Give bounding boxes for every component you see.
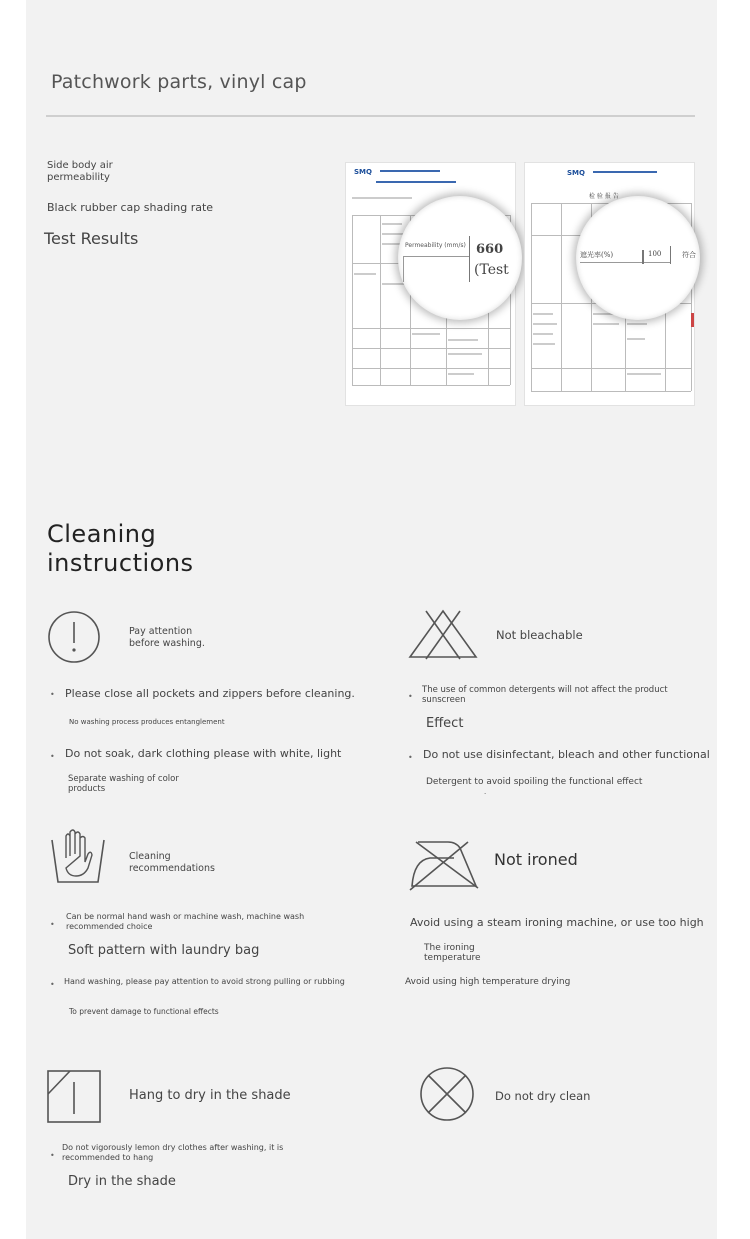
- bullet: •: [50, 1151, 55, 1160]
- bleach-bullet-2-dot: .: [484, 788, 487, 796]
- no-iron-label: Not ironed: [494, 850, 578, 869]
- bleach-bullet-2-sub: Detergent to avoid spoiling the functional effect: [426, 777, 643, 787]
- wash-bullet-1: Can be normal hand wash or machine wash, machine wash recommended choice: [66, 912, 305, 931]
- bullet: •: [408, 692, 413, 701]
- bullet: •: [50, 920, 55, 929]
- shading-rate-label: Black rubber cap shading rate: [47, 201, 214, 214]
- no-bleach-icon: [406, 607, 480, 661]
- dry-bullet-1-sub: Dry in the shade: [68, 1174, 176, 1189]
- attention-bullet-2: Do not soak, dark clothing please with white, light: [65, 747, 342, 760]
- no-iron-icon: [408, 838, 480, 892]
- zoom-lens-shading: 遮光率(%) 100 符合: [576, 196, 700, 320]
- attention-bullet-1: Please close all pockets and zippers before cleaning.: [65, 687, 355, 700]
- iron-bullet-1: Avoid using a steam ironing machine, or use too high: [410, 916, 704, 929]
- no-dry-clean-icon: [418, 1065, 476, 1123]
- bleach-bullet-2: Do not use disinfectant, bleach and other functional: [423, 748, 710, 761]
- air-permeability-label: Side body air permeability: [47, 160, 113, 183]
- test-report-1: SMQ: [345, 162, 516, 406]
- test-results-label: Test Results: [44, 229, 139, 248]
- hand-wash-icon: [48, 828, 108, 886]
- bullet: •: [408, 753, 413, 762]
- zoom-lens-permeability: Permeability (mm/s) 660 (Test: [398, 196, 522, 320]
- iron-bullet-2: Avoid using high temperature drying: [405, 977, 571, 987]
- no-dry-clean-label: Do not dry clean: [495, 1089, 591, 1103]
- wash-bullet-1-sub: Soft pattern with laundry bag: [68, 943, 260, 958]
- bleach-bullet-1: The use of common detergents will not affect the product sunscreen: [422, 685, 668, 705]
- attention-bullet-1-sub: No washing process produces entanglement: [69, 718, 225, 726]
- bullet: •: [50, 980, 55, 989]
- section-divider: [46, 115, 695, 117]
- wash-label: Cleaning recommendations: [129, 851, 215, 874]
- wash-bullet-2-sub: To prevent damage to functional effects: [69, 1007, 219, 1016]
- bullet: •: [50, 752, 55, 761]
- wash-bullet-2: Hand washing, please pay attention to avoid strong pulling or rubbing: [64, 977, 345, 986]
- attention-label: Pay attention before washing.: [129, 626, 205, 649]
- dry-shade-icon: [46, 1068, 104, 1126]
- no-bleach-label: Not bleachable: [496, 628, 583, 642]
- attention-bullet-2-sub: Separate washing of color products: [68, 774, 179, 794]
- cleaning-title: Cleaning instructions: [47, 520, 194, 577]
- dry-bullet-1: Do not vigorously lemon dry clothes after washing, it is recommended to hang: [62, 1143, 284, 1162]
- dry-label: Hang to dry in the shade: [129, 1088, 291, 1103]
- bleach-bullet-1-sub: Effect: [426, 716, 464, 731]
- iron-bullet-1-sub: The ironing temperature: [424, 943, 481, 963]
- bullet: •: [50, 690, 55, 699]
- test-report-2: SMQ 检 验 报 告: [524, 162, 695, 406]
- exclamation-circle-icon: [47, 610, 103, 666]
- section-heading: Patchwork parts, vinyl cap: [51, 71, 307, 93]
